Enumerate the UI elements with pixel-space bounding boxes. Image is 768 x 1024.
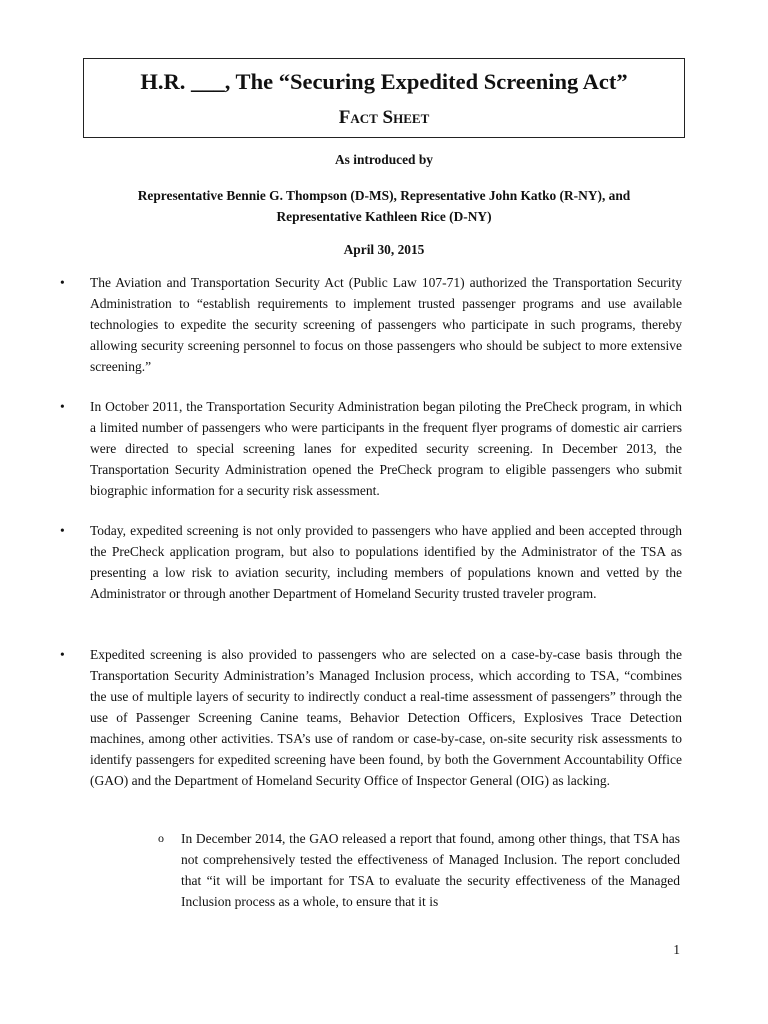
page-number: 1 xyxy=(673,942,680,957)
sub-bullet-marker: o xyxy=(158,831,164,845)
sub-bullet-item xyxy=(158,828,680,912)
sponsors-block xyxy=(88,186,680,227)
title-box xyxy=(83,58,685,138)
bullet-text: Expedited screening is also provided to passengers who are selected on a case-by-case basis through the Transportation Security Administration’s Managed Inclusion process, which according to TSA, “combines the use of multiple layers of security to indirectly conduct a real-time assessment of passengers” through the use of Passenger Screening Canine teams, Behavior Detection Officers, Explosives Trace Detection machines, among other activities. TSA’s use of random or case-by-case, on-site security risk assessments to identify passengers for expedited screening have been found, by both the Government Accountability Office (GAO) and the Department of Homeland Security Office of Inspector General (OIG) as lacking. xyxy=(90,647,682,788)
bullet-marker: • xyxy=(60,523,65,538)
bullet-item xyxy=(60,272,682,377)
bullet-item xyxy=(60,644,682,791)
bullet-marker: • xyxy=(60,275,65,290)
sponsors-line-2: Representative Kathleen Rice (D-NY) xyxy=(276,208,492,224)
bullet-marker: • xyxy=(60,399,65,414)
bullet-item xyxy=(60,396,682,501)
sub-bullet-text: In December 2014, the GAO released a report that found, among other things, that TSA has not comprehensively tested the effectiveness of Managed Inclusion. The report concluded that “it will be important for TSA to evaluate the security effectiveness of the Managed Inclusion process as a whole, to ensure that it is xyxy=(181,831,680,909)
sponsors-line-1: Representative Bennie G. Thompson (D-MS), Representative John Katko (R-NY), and xyxy=(137,188,631,203)
document-subtitle: Fact Sheet xyxy=(338,107,430,128)
intro-line: As introduced by xyxy=(335,152,433,167)
document-date: April 30, 2015 xyxy=(343,242,425,257)
bullet-text: The Aviation and Transportation Security Act (Public Law 107-71) authorized the Transportation Security Administration to “establish requirements to implement trusted passenger programs and use available technologies to expedite the security screening of passengers who participate in such programs, thereby allowing security screening personnel to focus on those passengers who should be subject to more extensive screening.” xyxy=(90,275,682,374)
bullet-text: In October 2011, the Transportation Security Administration began piloting the PreCheck program, in which a limited number of passengers who were participants in the frequent flyer programs of domestic air carriers were directed to special screening lanes for expedited security screening. In December 2013, the Transportation Security Administration opened the PreCheck program to eligible passengers who submit biographic information for a security risk assessment. xyxy=(90,399,682,498)
bullet-marker: • xyxy=(60,647,65,662)
bullet-item xyxy=(60,520,682,604)
document-title: H.R. ___, The “Securing Expedited Screening Act” xyxy=(140,69,628,94)
bullet-text: Today, expedited screening is not only provided to passengers who have applied and been accepted through the PreCheck application program, but also to populations identified by the Administrator of the TSA as presenting a low risk to aviation security, including members of populations known and vetted by the Administrator or through another Department of Homeland Security trusted traveler program. xyxy=(90,523,682,601)
